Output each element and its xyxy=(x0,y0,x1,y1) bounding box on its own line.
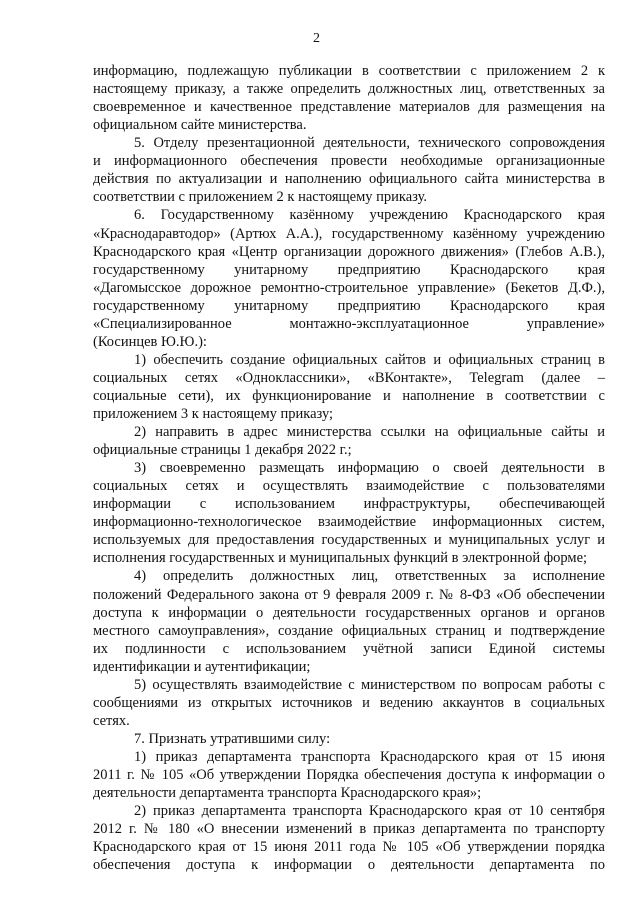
text-line: настоящему приказу, а также определить должностных лиц, ответственных за xyxy=(93,81,605,97)
text-line: (Косинцев Ю.Ю.): xyxy=(93,333,207,350)
text-line: Краснодарского края «Центр организации дорожного движения» (Глебов А.В.), xyxy=(93,243,605,260)
text-line: «Специализированное монтажно-эксплуатационное управление» xyxy=(93,315,605,332)
text-line: государственному унитарному предприятию Краснодарского края xyxy=(93,261,605,278)
text-line: обеспечения доступа к информации о деятельности департамента по xyxy=(93,857,605,874)
text-line: 4) определить должностных лиц, ответственных за исполнение xyxy=(134,568,605,585)
text-line: информацию, подлежащую публикации в соответствии с приложением 2 к xyxy=(93,63,605,79)
page-number: 2 xyxy=(313,31,320,46)
text-line: деятельности департамента транспорта Краснодарского края»; xyxy=(93,785,482,801)
text-line: официальном сайте министерства. xyxy=(93,117,307,134)
text-line: используемых для предоставления государственных и муниципальных услуг и xyxy=(93,532,605,549)
text-line: информационно-технологическое взаимодействие информационных систем, xyxy=(93,514,605,531)
text-line: 5. Отделу презентационной деятельности, технического сопровождения xyxy=(134,135,605,152)
text-line: 1) приказ департамента транспорта Краснодарского края от 15 июня xyxy=(134,748,605,765)
text-line: 2) направить в адрес министерства ссылки на официальные сайты и xyxy=(134,424,605,440)
text-line: 3) своевременно размещать информацию о своей деятельности в xyxy=(134,460,605,477)
text-line: 2011 г. № 105 «Об утверждении Порядка обеспечения доступа к информации о xyxy=(93,767,605,783)
text-line: государственному унитарному предприятию Краснодарского края xyxy=(93,297,605,314)
text-line: сетях. xyxy=(93,712,130,729)
text-line: сообщениями из открытых источников и ведению аккаунтов в социальных xyxy=(93,694,605,711)
text-line: 7. Признать утратившими силу: xyxy=(134,730,331,747)
text-line: действия по актуализации и наполнению официального сайта министерства в xyxy=(93,171,605,188)
text-line: местного самоуправления», создание официальных страниц и подтверждение xyxy=(93,622,605,639)
text-line: положений Федерального закона от 9 февраля 2009 г. № 8-ФЗ «Об обеспечении xyxy=(93,586,605,603)
text-line: их подлинности с использованием учётной записи Единой системы xyxy=(93,640,605,657)
text-line: своевременное и качественное представление материалов для размещения на xyxy=(93,99,605,116)
text-line: 6. Государственному казённому учреждению Краснодарского края xyxy=(134,207,605,224)
text-line: Краснодарского края от 15 июня 2011 года № 105 «Об утверждении порядка xyxy=(93,839,605,856)
text-line: социальных сетях и осуществлять взаимодействие с пользователями xyxy=(93,478,605,495)
text-line: исполнения государственных и муниципальных функций в электронной форме; xyxy=(93,550,588,567)
text-line: 2012 г. № 180 «О внесении изменений в приказ департамента по транспорту xyxy=(93,821,605,838)
text-line: информации с использованием инфраструктуры, обеспечивающей xyxy=(93,496,605,513)
text-line: «Дагомысское дорожное ремонтно-строительное управление» (Бекетов Д.Ф.), xyxy=(93,279,605,296)
text-line: 2) приказ департамента транспорта Краснодарского края от 10 сентября xyxy=(134,803,605,820)
text-line: идентификации и аутентификации; xyxy=(93,658,311,675)
text-line: приложением 3 к настоящему приказу; xyxy=(93,405,334,422)
text-line: доступа к информации о деятельности государственных органов и органов xyxy=(93,604,605,621)
text-line: социальные сети), их функционирование и наполнение в соответствии с xyxy=(93,387,605,404)
text-line: «Краснодаравтодор» (Артюх А.А.), государственному казённому учреждению xyxy=(93,225,605,242)
text-line: 1) обеспечить создание официальных сайтов и официальных страниц в xyxy=(134,351,605,368)
text-line: 5) осуществлять взаимодействие с министерством по вопросам работы с xyxy=(134,676,605,693)
text-line: и информационного обеспечения провести необходимые организационные xyxy=(93,153,605,170)
text-line: официальные страницы 1 декабря 2022 г.; xyxy=(93,442,352,459)
text-line: соответствии с приложением 2 к настоящему приказу. xyxy=(93,189,428,206)
text-line: социальных сетях «Одноклассники», «ВКонтакте», Telegram (далее – xyxy=(93,369,605,386)
